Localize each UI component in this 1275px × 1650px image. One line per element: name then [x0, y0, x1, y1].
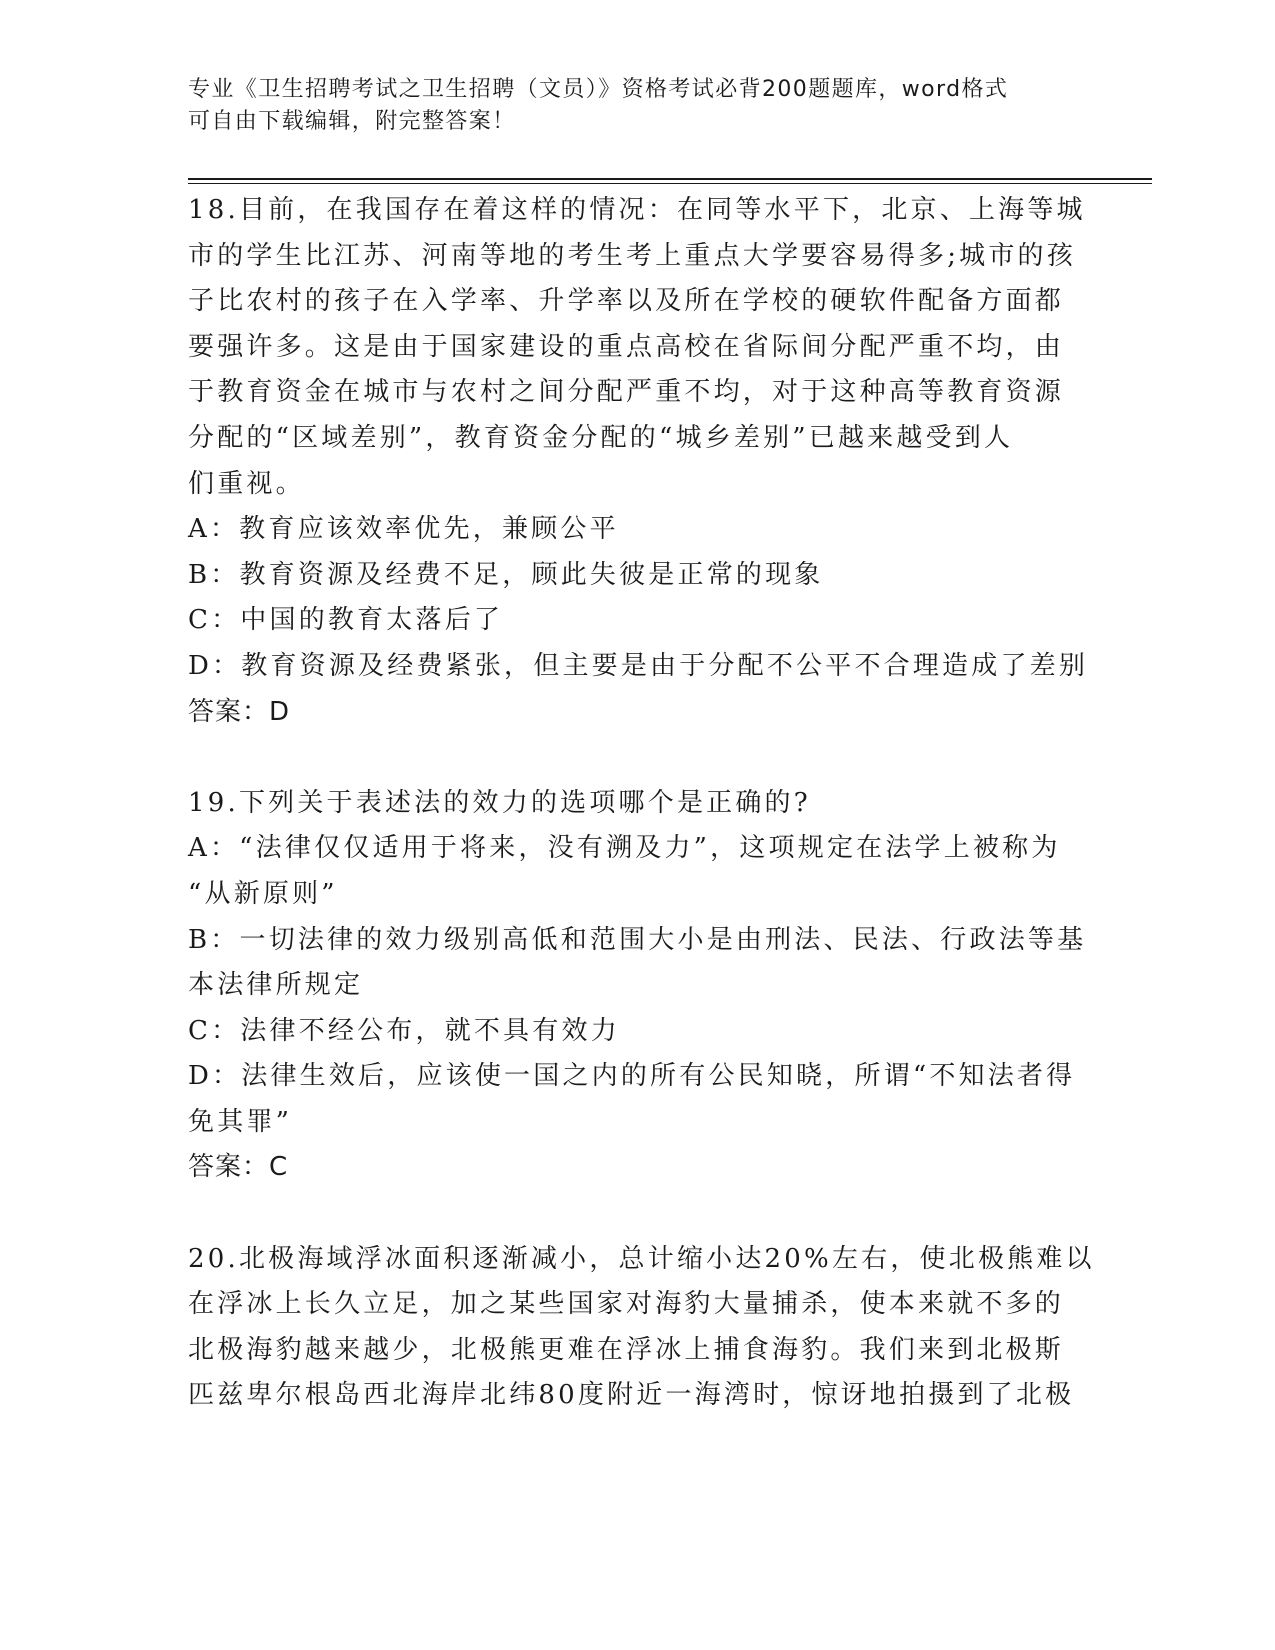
option-a-continued: “从新原则”	[188, 878, 338, 909]
question-19	[188, 781, 1088, 1191]
header-line: 可自由下载编辑，附完整答案！	[188, 109, 516, 134]
answer-label: 答案：C	[188, 1152, 289, 1183]
question-text-line: 分配的“区域差别”，教育资金分配的“城乡差别”已越来越受到人	[188, 422, 1014, 453]
question-text-line: 们重视。	[188, 468, 305, 499]
question-text-line: 要强许多。这是由于国家建设的重点高校在省际间分配严重不均，由	[188, 331, 1065, 362]
question-text-line: 18.目前，在我国存在着这样的情况：在同等水平下，北京、上海等城	[188, 195, 1086, 225]
question-text-line: 于教育资金在城市与农村之间分配严重不均，对于这种高等教育资源	[188, 377, 1065, 408]
header-rule	[188, 178, 1152, 180]
question-text-line: 在浮冰上长久立足，加之某些国家对海豹大量捕杀，使本来就不多的	[188, 1289, 1065, 1320]
question-text-line: 20.北极海域浮冰面积逐渐减小，总计缩小达20%左右，使北极熊难以	[188, 1243, 1095, 1274]
question-spacer	[188, 735, 1088, 781]
option-d: D：教育资源及经费紧张，但主要是由于分配不公平不合理造成了差别	[188, 650, 1089, 681]
question-spacer	[188, 1191, 1088, 1237]
option-d-continued: 免其罪”	[188, 1106, 293, 1137]
header-line: 专业《卫生招聘考试之卫生招聘（文员）》资格考试必背200题题库，word格式	[188, 77, 1009, 102]
option-b: B：教育资源及经费不足，顾此失彼是正常的现象	[188, 559, 824, 590]
option-b-continued: 本法律所规定	[188, 970, 364, 1001]
option-d: D：法律生效后，应该使一国之内的所有公民知晓，所谓“不知法者得	[188, 1061, 1076, 1092]
question-list	[188, 188, 1095, 1419]
question-text-line: 19.下列关于表述法的效力的选项哪个是正确的?	[188, 787, 811, 818]
question-text-line: 匹兹卑尔根岛西北海岸北纬80度附近一海湾时，惊讶地拍摄到了北极	[188, 1380, 1075, 1411]
option-b: B：一切法律的效力级别高低和范围大小是由刑法、民法、行政法等基	[188, 924, 1087, 955]
question-text-line: 北极海豹越来越少，北极熊更难在浮冰上捕食海豹。我们来到北极斯	[188, 1334, 1065, 1365]
question-20	[188, 1237, 1095, 1419]
document-header	[188, 74, 1068, 138]
answer-label: 答案：D	[188, 696, 291, 727]
question-text-line: 市的学生比江苏、河南等地的考生考上重点大学要容易得多;城市的孩	[188, 240, 1076, 271]
option-a: A：“法律仅仅适用于将来，没有溯及力”，这项规定在法学上被称为	[188, 833, 1061, 864]
option-c: C：法律不经公布，就不具有效力	[188, 1015, 620, 1046]
question-text-line: 子比农村的孩子在入学率、升学率以及所在学校的硬软件配备方面都	[188, 286, 1065, 317]
header-rule	[188, 183, 1152, 184]
option-c: C：中国的教育太落后了	[188, 605, 504, 636]
question-18	[188, 188, 1088, 735]
option-a: A：教育应该效率优先，兼顾公平	[188, 514, 619, 545]
